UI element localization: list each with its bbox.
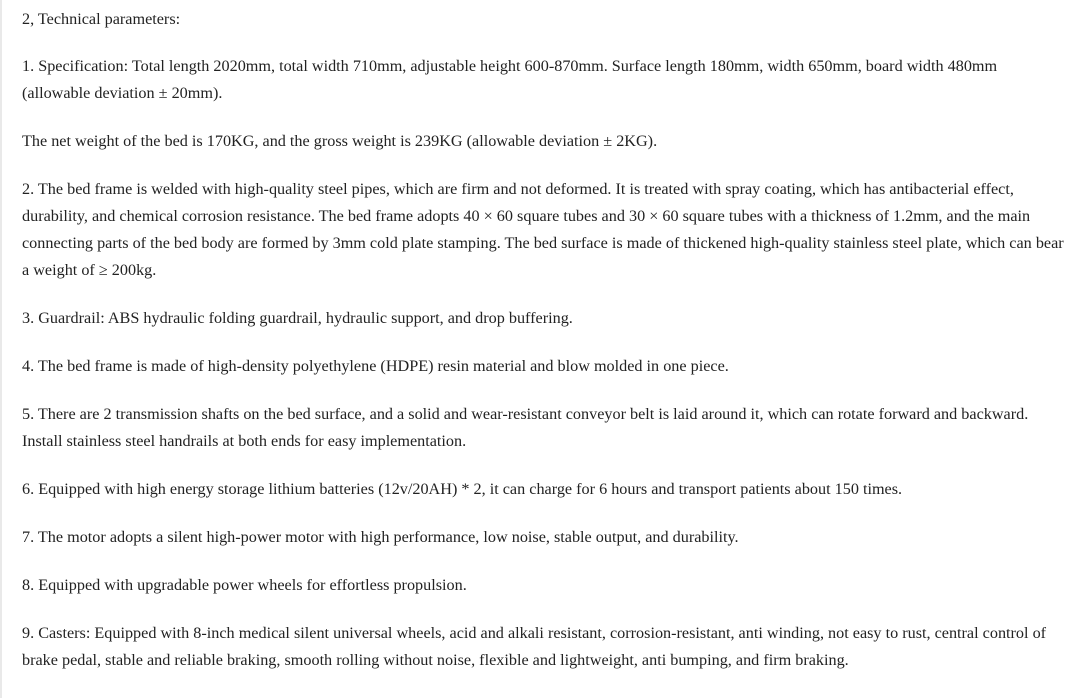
paragraph-motor: 7. The motor adopts a silent high-power motor with high performance, low noise, stable output, and durability. <box>22 528 739 546</box>
paragraph-hdpe-material: 4. The bed frame is made of high-density polyethylene (HDPE) resin material and blow molded in one piece. <box>22 357 729 375</box>
paragraph-guardrail: 3. Guardrail: ABS hydraulic folding guardrail, hydraulic support, and drop buffering. <box>22 309 573 327</box>
paragraph-casters: 9. Casters: Equipped with 8-inch medical silent universal wheels, acid and alkali resistant, corrosion-resistant, anti winding, not easy to rust, central control of brake pedal, stable and reliable braking, smooth rolling without noise, flexible and lightweight, anti bumping, and firm braking. <box>22 624 1047 669</box>
paragraph-bed-frame: 2. The bed frame is welded with high-quality steel pipes, which are firm and not deformed. It is treated with spray coating, which has antibacterial effect, durability, and chemical corrosion resistance. The bed frame adopts 40 × 60 square tubes and 30 × 60 square tubes with a thickness of 1.2mm, and the main connecting parts of the bed body are formed by 3mm cold plate stamping. The bed surface is made of thickened high-quality stainless steel plate, which can bear a weight of ≥ 200kg. <box>22 180 1064 279</box>
paragraph-transmission-shafts: 5. There are 2 transmission shafts on the bed surface, and a solid and wear-resistant conveyor belt is laid around it, which can rotate forward and backward. Install stainless steel handrails at both ends for easy implementation. <box>22 405 1029 450</box>
paragraph-power-wheels: 8. Equipped with upgradable power wheels for effortless propulsion. <box>22 576 467 594</box>
paragraph-specification: 1. Specification: Total length 2020mm, total width 710mm, adjustable height 600-870mm. Surface length 180mm, width 650mm, board width 480mm (allowable deviation ± 20mm). <box>22 57 998 102</box>
left-border-rule <box>0 0 2 698</box>
paragraph-batteries: 6. Equipped with high energy storage lithium batteries (12v/20AH) * 2, it can charge for 6 hours and transport patients about 150 times. <box>22 480 903 498</box>
paragraph-weight: The net weight of the bed is 170KG, and the gross weight is 239KG (allowable deviation ± 2KG). <box>22 132 658 150</box>
technical-parameters-section <box>22 6 1066 695</box>
section-heading: 2, Technical parameters: <box>22 10 181 28</box>
